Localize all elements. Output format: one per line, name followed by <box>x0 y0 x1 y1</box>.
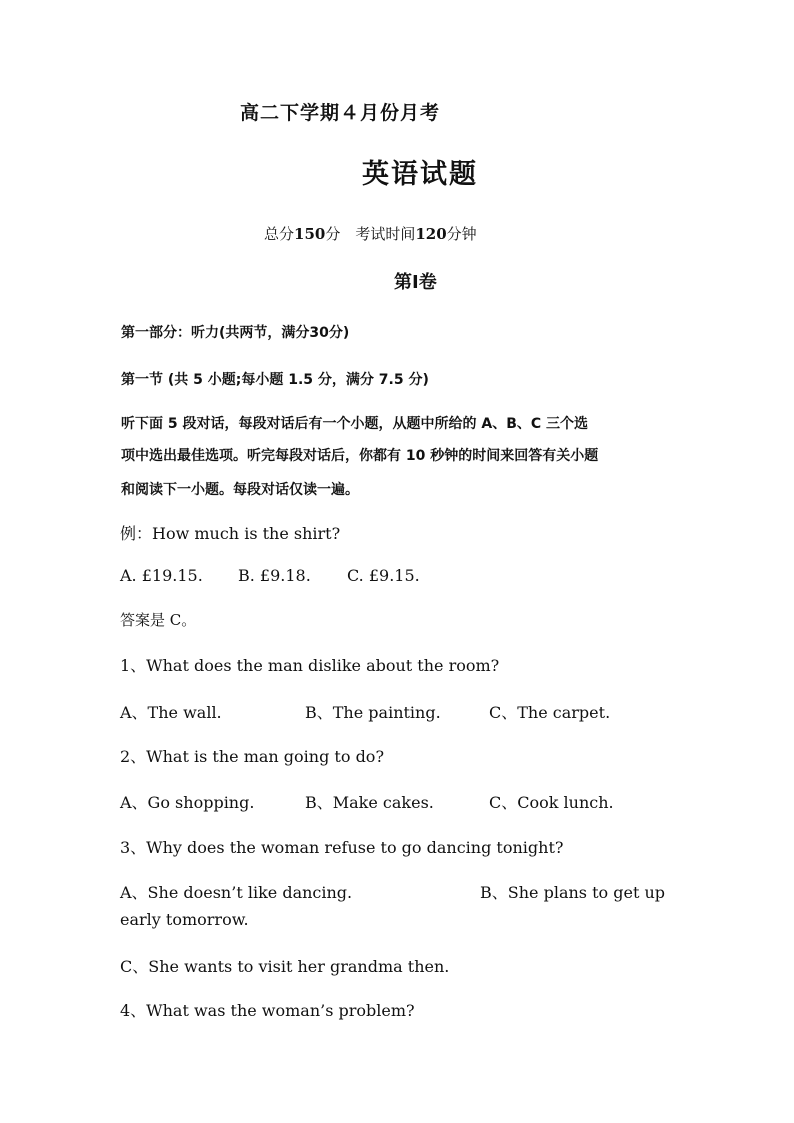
q1-option-c: C、The carpet. <box>489 703 611 722</box>
instruction-line-2: 项中选出最佳选项。听完每段对话后，你都有 10 秒钟的时间来回答有关小题 <box>121 448 599 464</box>
example-question: 例：How much is the shirt? <box>120 524 341 543</box>
instruction-line-1: 听下面 5 段对话，每段对话后有一个小题，从题中所给的 A、B、C 三个选 <box>121 416 589 432</box>
question-2: 2、What is the man going to do? <box>120 747 385 766</box>
exam-time: 120 <box>415 225 447 243</box>
example-option-a: A. £19.15. <box>120 566 203 585</box>
part-heading: 第一部分：听力(共两节，满分30分) <box>121 325 350 341</box>
q2-option-a: A、Go shopping. <box>120 793 255 812</box>
question-4: 4、What was the woman’s problem? <box>120 1001 415 1020</box>
volume-heading: 第Ⅰ卷 <box>394 272 437 293</box>
exam-title: 高二下学期４月份月考 <box>240 102 441 124</box>
example-option-c: C. £9.15. <box>347 566 420 585</box>
score-mid: 分 考试时间 <box>325 225 416 243</box>
time-suffix: 分钟 <box>446 225 477 243</box>
q2-option-b: B、Make cakes. <box>305 793 434 812</box>
q1-option-a: A、The wall. <box>120 703 222 722</box>
score-time-info <box>264 223 477 244</box>
q2-option-c: C、Cook lunch. <box>489 793 614 812</box>
q3-option-c: C、She wants to visit her grandma then. <box>120 957 450 976</box>
example-option-b: B. £9.18. <box>238 566 311 585</box>
q3-option-a: A、She doesn’t like dancing. <box>120 883 353 902</box>
example-answer: 答案是 C。 <box>120 611 197 629</box>
q3-option-b: B、She plans to get up <box>480 883 666 902</box>
subject-title: 英语试题 <box>362 159 478 190</box>
q1-option-b: B、The painting. <box>305 703 441 722</box>
instruction-line-3: 和阅读下一小题。每段对话仅读一遍。 <box>121 482 359 498</box>
q3-option-b-continued: early tomorrow. <box>120 910 249 929</box>
score-prefix: 总分 <box>264 225 295 243</box>
section-heading: 第一节 (共 5 小题;每小题 1.5 分，满分 7.5 分) <box>121 372 429 388</box>
question-3: 3、Why does the woman refuse to go dancing tonight? <box>120 838 564 857</box>
question-1: 1、What does the man dislike about the room? <box>120 656 500 675</box>
total-score: 150 <box>294 225 326 243</box>
